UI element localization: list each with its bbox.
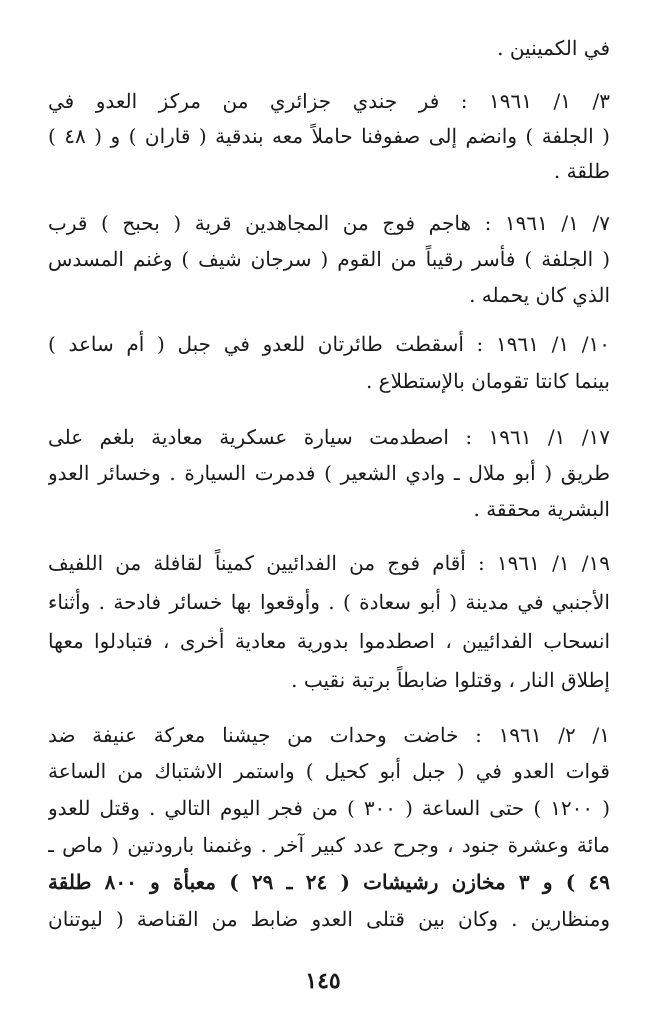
entry-1961-01-10-line-1: ١٠/ ١/ ١٩٦١ : أسقطت طائرتان للعدو في جبل ( أم ساعد )	[48, 332, 610, 356]
text-line-1: في الكمينين .	[497, 36, 610, 60]
entry-1961-01-07-line-2: ( الجلفة ) فأسر رقيباً من القوم ( سرجان شيف ) وغنم المسدس	[48, 247, 610, 271]
entry-1961-02-01-line-3: ( ١٢٠٠ ) حتى الساعة ( ٣٠٠ ) من فجر اليوم التالي . وقتل للعدو	[48, 796, 610, 820]
entry-1961-01-10-line-2: بينما كانتا تقومان بالإستطلاع .	[365, 369, 610, 393]
entry-1961-01-19-line-1: ١٩/ ١/ ١٩٦١ : أقام فوج من الفدائيين كميناً لقافلة من اللفيف	[48, 551, 610, 575]
entry-1961-01-03-line-3: طلقة .	[553, 159, 610, 183]
entry-1961-01-19-line-3: انسحاب الفدائيين ، اصطدموا بدورية معادية أخرى ، فتبادلوا معها	[48, 629, 610, 653]
entry-1961-01-07-line-3: الذي كان يحمله .	[469, 283, 610, 307]
entry-1961-01-17-line-1: ١٧/ ١/ ١٩٦١ : اصطدمت سيارة عسكرية معادية بلغم على	[48, 425, 610, 449]
entry-1961-02-01-line-6: ومنظارين . وكان بين قتلى العدو ضابط من القناصة ( ليوتنان	[48, 907, 610, 931]
entry-1961-02-01-line-4: مائة وعشرة جنود ، وجرح عدد كبير آخر . وغنمنا بارودتين ( ماص ـ	[48, 833, 610, 857]
entry-1961-01-19-line-2: الأجنبي في مدينة ( أبو سعادة ) . وأوقعوا بها خسائر فادحة . وأثناء	[48, 590, 610, 614]
entry-1961-01-17-line-2: طريق ( أبو ملال ـ وادي الشعير ) فدمرت السيارة . وخسائر العدو	[48, 461, 610, 485]
entry-1961-01-17-line-3: البشرية محققة .	[473, 497, 610, 521]
page-number: ١٤٥	[305, 968, 341, 994]
entry-1961-01-03-line-2: ( الجلفة ) وانضم إلى صفوفنا حاملاً معه بندقية ( قاران ) و ( ٤٨ )	[48, 124, 610, 148]
entry-1961-01-07-line-1: ٧/ ١/ ١٩٦١ : هاجم فوج من المجاهدين قرية ( بحبح ) قرب	[48, 211, 610, 235]
entry-1961-02-01-line-5: ٤٩ ) و ٣ مخازن رشيشات ( ٢٤ ـ ٢٩ ) معبأة و ٨٠٠ طلقة	[48, 870, 610, 894]
entry-1961-01-19-line-4: إطلاق النار ، وقتلوا ضابطاً برتبة نقيب .	[291, 668, 610, 692]
entry-1961-01-03-line-1: ٣/ ١/ ١٩٦١ : فر جندي جزائري من مركز العدو في	[48, 89, 610, 113]
entry-1961-02-01-line-1: ١/ ٢/ ١٩٦١ : خاضت وحدات من جيشنا معركة عنيفة ضد	[48, 723, 610, 747]
entry-1961-02-01-line-2: قوات العدو في ( جبل أبو كحيل ) واستمر الاشتباك من الساعة	[48, 759, 610, 783]
